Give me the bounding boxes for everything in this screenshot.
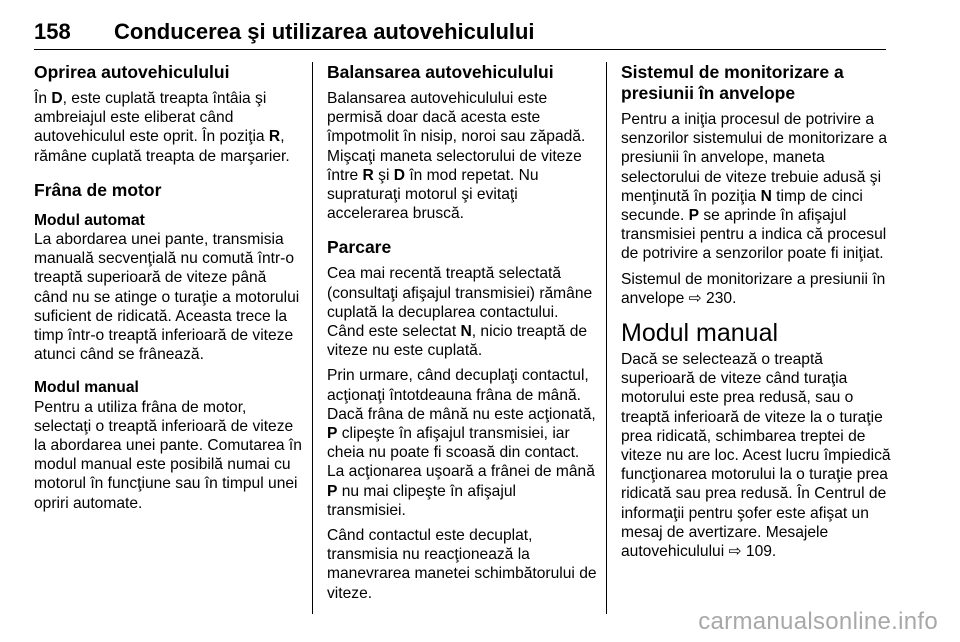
section-title-stopping: Oprirea autovehiculului [34, 62, 230, 82]
paragraph-parking-2: Prin urmare, când decuplaţi contactul, acţionaţi întotdeauna frâna de mână. Dacă frâna de mână nu este acţionată, P clipeşte în afişajul transmisiei, iar cheia nu poate fi scoasă din contact. La acţionarea uşoară a frânei de mână P nu mai clipeşte în afişajul transmisiei. [327, 367, 596, 519]
paragraph-tyre-pressure-1: Pentru a iniţia procesul de potrivire a senzorilor sistemului de monitorizare a presiunii în anvelope, maneta selectorului de viteze trebuie adusă şi menţinută în poziţia N timp de cinci secunde. P se aprinde în afişajul transmisiei pentru a indica că procesul de potrivire a senzorilor poate fi iniţiat. [621, 111, 888, 263]
column-divider-right [606, 62, 607, 614]
paragraph-parking-1: Cea mai recentă treaptă selectată (consultaţi afişajul transmisiei) rămâne cuplată la decuplarea contactului. Când este selectat N, nicio treaptă de viteze nu este cuplată. [327, 265, 593, 360]
subsection-title-automatic: Modul automat [34, 211, 145, 229]
page-header [34, 12, 886, 50]
page-number: 158 [34, 19, 71, 44]
column-left [34, 62, 302, 519]
section-title-manual-mode: Modul manual [621, 319, 779, 348]
chapter-title: Conducerea şi utilizarea autovehiculului [114, 19, 535, 44]
paragraph-stopping: În D, este cuplată treapta întâia şi ambreiajul este eliberat când autovehiculul este oprit. În poziţia R, rămâne cuplată treapta de marşarier. [34, 90, 290, 165]
paragraph-manual-mode: Pentru a utiliza frâna de motor, selectaţi o treaptă inferioară de viteze la abordarea unei pante. Comutarea în modul manual este posibilă numai cu motorul în funcţiune sau în timpul unei opriri automate. [34, 398, 302, 512]
page-reference-arrow-icon: ⇨ [728, 543, 742, 561]
subsection-title-manual: Modul manual [34, 379, 139, 397]
column-middle [327, 62, 599, 609]
paragraph-manual-mode-info: Dacă se selectează o treaptă superioară de viteze când turaţia motorului este prea redusă, sau o treaptă inferioară de viteze la o turaţie prea ridicată, schimbarea treptei de viteze nu are loc. Acest lucru împiedică funcţionarea motorului la o turaţie prea ridicată sau prea redusă. În Centrul de informaţii pentru şofer este afişat un mesaj de avertizare. Mesajele autovehiculului ⇨ 109. [621, 351, 891, 561]
paragraph-rocking: Balansarea autovehiculului este permisă doar dacă acesta este împotmolit în nisip, noroi sau zăpadă. Mişcaţi maneta selectorului de viteze între R şi D în mod repetat. Nu supraturaţi motorul şi evitaţi accelerarea bruscă. [327, 90, 586, 223]
column-divider-left [312, 62, 313, 614]
section-title-parking: Parcare [327, 237, 392, 258]
section-title-tyre-pressure: Sistemul de monitorizare a presiunii în anvelope [621, 62, 844, 103]
section-title-rocking: Balansarea autovehiculului [327, 62, 554, 82]
paragraph-parking-3: Când contactul este decuplat, transmisia nu reacţionează la manevrarea manetei schimbătorului de viteze. [327, 527, 597, 602]
section-title-engine-brake: Frâna de motor [34, 179, 162, 200]
watermark: carmanualsonline.info [698, 608, 938, 635]
column-right [621, 62, 891, 567]
paragraph-automatic-mode: La abordarea unei pante, transmisia manuală secvenţială nu comută într-o treaptă superioară de viteze până când nu se atinge o turaţie a motorului suficient de ridicată. Aceasta trece la timp într-o treaptă inferioară de viteze atunci când se frânează. [34, 231, 300, 364]
paragraph-tyre-pressure-2: Sistemul de monitorizare a presiunii în anvelope ⇨ 230. [621, 270, 886, 307]
page-reference-arrow-icon: ⇨ [688, 289, 702, 307]
